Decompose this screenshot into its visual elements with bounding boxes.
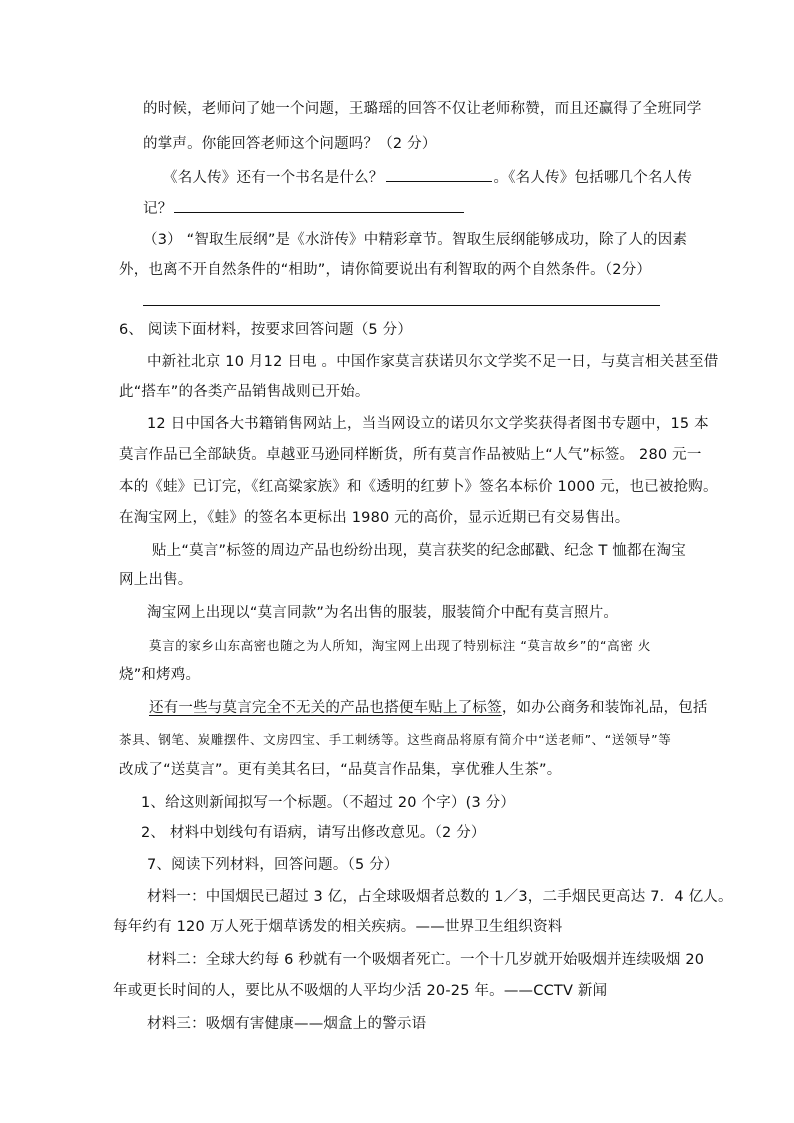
text-line: 年或更长时间的人，要比从不吸烟的人平均少活 20-25 年。——CCTV 新闻 — [113, 983, 608, 999]
sub-question: 1、给这则新闻拟写一个标题。（不超过 20 个字）(3 分） — [141, 795, 516, 811]
text-line: （3） “智取生辰纲”是《水浒传》中精彩章节。智取生辰纲能够成功，除了人的因素 — [143, 232, 688, 248]
text-line: 材料一：中国烟民已超过 3 亿，占全球吸烟者总数的 1／3，二手烟民更高达 7．4 亿人。 — [147, 889, 733, 905]
question-text: 记？ — [143, 201, 173, 217]
text-line: 此“搭车”的各类产品销售战则已开始。 — [119, 384, 370, 400]
text-line — [163, 167, 692, 188]
question-heading: 7、阅读下列材料，回答问题。（5 分） — [147, 857, 399, 873]
text-line: 贴上“莫言”标签的周边产品也纷纷出现，莫言获奖的纪念邮戳、纪念 T 恤都在淘宝 — [152, 543, 686, 559]
text-line: 材料二：全球大约每 6 秒就有一个吸烟者死亡。一个十几岁就开始吸烟并连续吸烟 20 — [147, 952, 705, 968]
text-line: 中新社北京 10 月12 日电 。中国作家莫言获诺贝尔文学奖不足一日，与莫言相关甚至借 — [147, 354, 719, 370]
text-line: 的时候，老师问了她一个问题，王璐瑶的回答不仅让老师称赞，而且还赢得了全班同学 — [143, 101, 702, 117]
text-line: 在淘宝网上，《蛙》的签名本更标出 1980 元的高价，显示近期已有交易售出。 — [119, 510, 630, 526]
answer-line — [143, 305, 660, 306]
text-line: 12 日中国各大书籍销售网站上，当当网设立的诺贝尔文学奖获得者图书专题中，15 本 — [147, 416, 709, 432]
text-line: 淘宝网上出现以“莫言同款”为名出售的服装，服装简介中配有莫言照片。 — [147, 605, 619, 621]
text-line: 莫言的家乡山东高密也随之为人所知，淘宝网上出现了特别标注 “莫言故乡”的“高密 火 — [149, 638, 651, 653]
sub-question: 2、 材料中划线句有语病，请写出修改意见。（2 分） — [141, 825, 486, 841]
question-text: 《名人传》还有一个书名是什么？ — [163, 170, 384, 186]
text-line: 材料三：吸烟有害健康——烟盒上的警示语 — [147, 1016, 427, 1032]
text-line: 网上出售。 — [119, 572, 193, 588]
text-line: 的掌声。你能回答老师这个问题吗？（2 分） — [143, 136, 437, 152]
underlined-sentence: 还有一些与莫言完全不无关的产品也搭便车贴上了标签 — [149, 700, 502, 716]
text-line — [143, 198, 466, 219]
text-line: 本的《蛙》已订完，《红高粱家族》和《透明的红萝卜》签名本标价 1000 元，也已被抢购。 — [119, 479, 718, 495]
question-text: 。《名人传》包括哪几个名人传 — [493, 170, 693, 186]
question-text: ，如办公商务和装饰礼品，包括 — [501, 700, 708, 716]
text-line: 莫言作品已全部缺货。卓越亚马逊同样断货，所有莫言作品被贴上“人气”标签。 280 元一 — [119, 447, 702, 463]
answer-blank — [386, 167, 492, 182]
text-line — [149, 698, 708, 718]
answer-blank — [174, 198, 464, 213]
text-line: 茶具、钢笔、炭雕摆件、文房四宝、手工刺绣等。这些商品将原有简介中“送老师”、“送领导”等 — [119, 732, 672, 747]
text-line: 每年约有 120 万人死于烟草诱发的相关疾病。——世界卫生组织资料 — [113, 919, 563, 935]
text-line: 外，也离不开自然条件的“相助”，请你简要说出有利智取的两个自然条件。（2分） — [119, 262, 652, 278]
text-line: 烧”和烤鸡。 — [119, 667, 201, 683]
question-heading: 6、 阅读下面材料，按要求回答问题（5 分） — [119, 322, 413, 338]
text-line: 改成了“送莫言”。更有美其名曰，“品莫言作品集，享优雅人生茶”。 — [119, 762, 562, 778]
